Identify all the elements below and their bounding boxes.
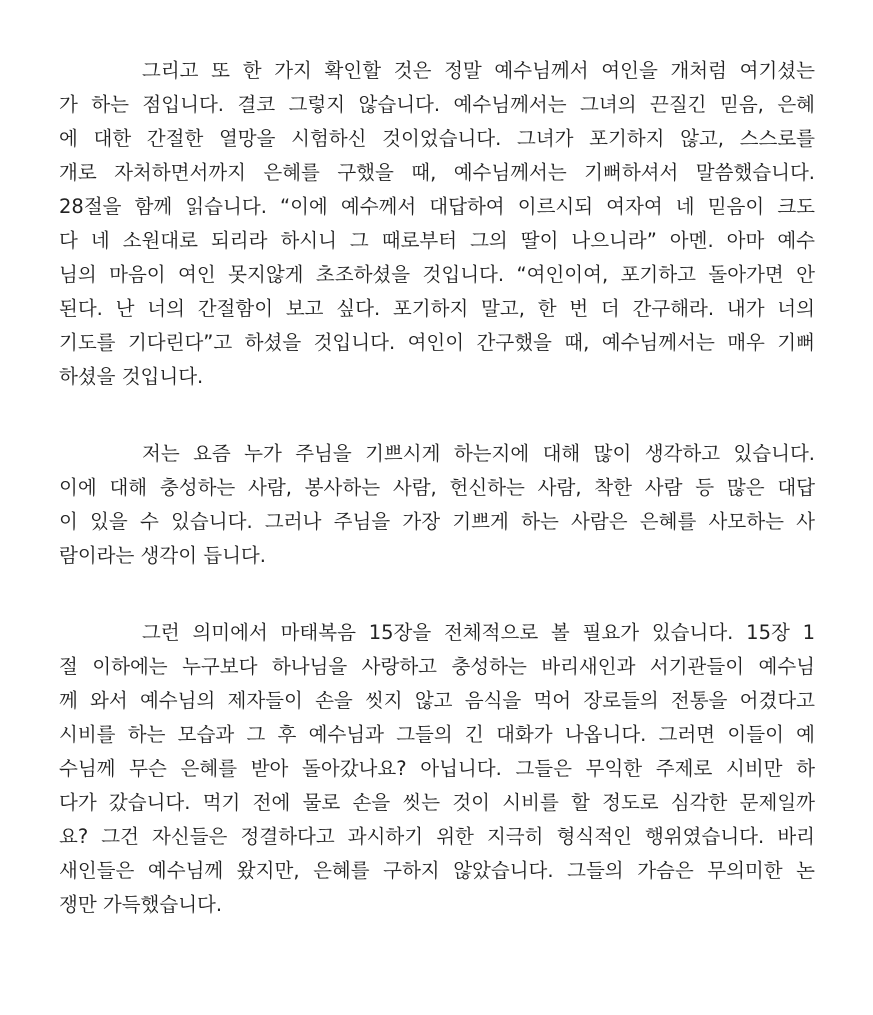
text-line: 새인들은 예수님께 왔지만, 은혜를 구하지 않았습니다. 그들의 가슴은 무의미한 논 xyxy=(59,859,815,882)
paragraph-2 xyxy=(59,437,815,573)
text-line: 가 하는 점입니다. 결코 그렇지 않습니다. 예수님께서는 그녀의 끈질긴 믿음, 은혜 xyxy=(59,93,815,116)
text-line: 이에 대해 충성하는 사람, 봉사하는 사람, 헌신하는 사람, 착한 사람 등 많은 대답 xyxy=(59,476,815,499)
paragraph-1 xyxy=(59,54,815,394)
text-line: 다 네 소원대로 되리라 하시니 그 때로부터 그의 딸이 나으니라” 아멘. 아마 예수 xyxy=(59,229,815,252)
text-line: 된다. 난 너의 간절함이 보고 싶다. 포기하지 말고, 한 번 더 간구해라. 내가 너의 xyxy=(59,297,815,320)
text-line: 저는 요즘 누가 주님을 기쁘시게 하는지에 대해 많이 생각하고 있습니다. xyxy=(142,442,815,465)
text-line: 그리고 또 한 가지 확인할 것은 정말 예수님께서 여인을 개처럼 여기셨는 xyxy=(142,59,815,82)
document-body xyxy=(59,54,815,922)
text-line: 께 와서 예수님의 제자들이 손을 씻지 않고 음식을 먹어 장로들의 전통을 어겼다고 xyxy=(59,689,815,712)
text-line: 님의 마음이 여인 못지않게 초조하셨을 것입니다. “여인이여, 포기하고 돌아가면 안 xyxy=(59,263,815,286)
text-line: 쟁만 가득했습니다. xyxy=(59,893,223,916)
text-line: 절 이하에는 누구보다 하나님을 사랑하고 충성하는 바리새인과 서기관들이 예수님 xyxy=(59,655,815,678)
paragraph-3 xyxy=(59,616,815,922)
text-line: 람이라는 생각이 듭니다. xyxy=(59,544,266,567)
text-line: 28절을 함께 읽습니다. “이에 예수께서 대답하여 이르시되 여자여 네 믿음이 크도 xyxy=(59,195,815,218)
text-line: 다가 갔습니다. 먹기 전에 물로 손을 씻는 것이 시비를 할 정도로 심각한 문제일까 xyxy=(59,791,815,814)
text-line: 요? 그건 자신들은 정결하다고 과시하기 위한 지극히 형식적인 행위였습니다. 바리 xyxy=(59,825,815,848)
text-line: 그런 의미에서 마태복음 15장을 전체적으로 볼 필요가 있습니다. 15장 1 xyxy=(142,621,815,644)
text-line: 개로 자처하면서까지 은혜를 구했을 때, 예수님께서는 기뻐하셔서 말씀했습니다. xyxy=(59,161,815,184)
text-line: 수님께 무슨 은혜를 받아 돌아갔나요? 아닙니다. 그들은 무익한 주제로 시비만 하 xyxy=(59,757,815,780)
text-line: 기도를 기다린다”고 하셨을 것입니다. 여인이 간구했을 때, 예수님께서는 매우 기뻐 xyxy=(59,331,815,354)
text-line: 에 대한 간절한 열망을 시험하신 것이었습니다. 그녀가 포기하지 않고, 스스로를 xyxy=(59,127,815,150)
text-line: 하셨을 것입니다. xyxy=(59,365,204,388)
text-line: 시비를 하는 모습과 그 후 예수님과 그들의 긴 대화가 나옵니다. 그러면 이들이 예 xyxy=(59,723,815,746)
text-line: 이 있을 수 있습니다. 그러나 주님을 가장 기쁘게 하는 사람은 은혜를 사모하는 사 xyxy=(59,510,815,533)
